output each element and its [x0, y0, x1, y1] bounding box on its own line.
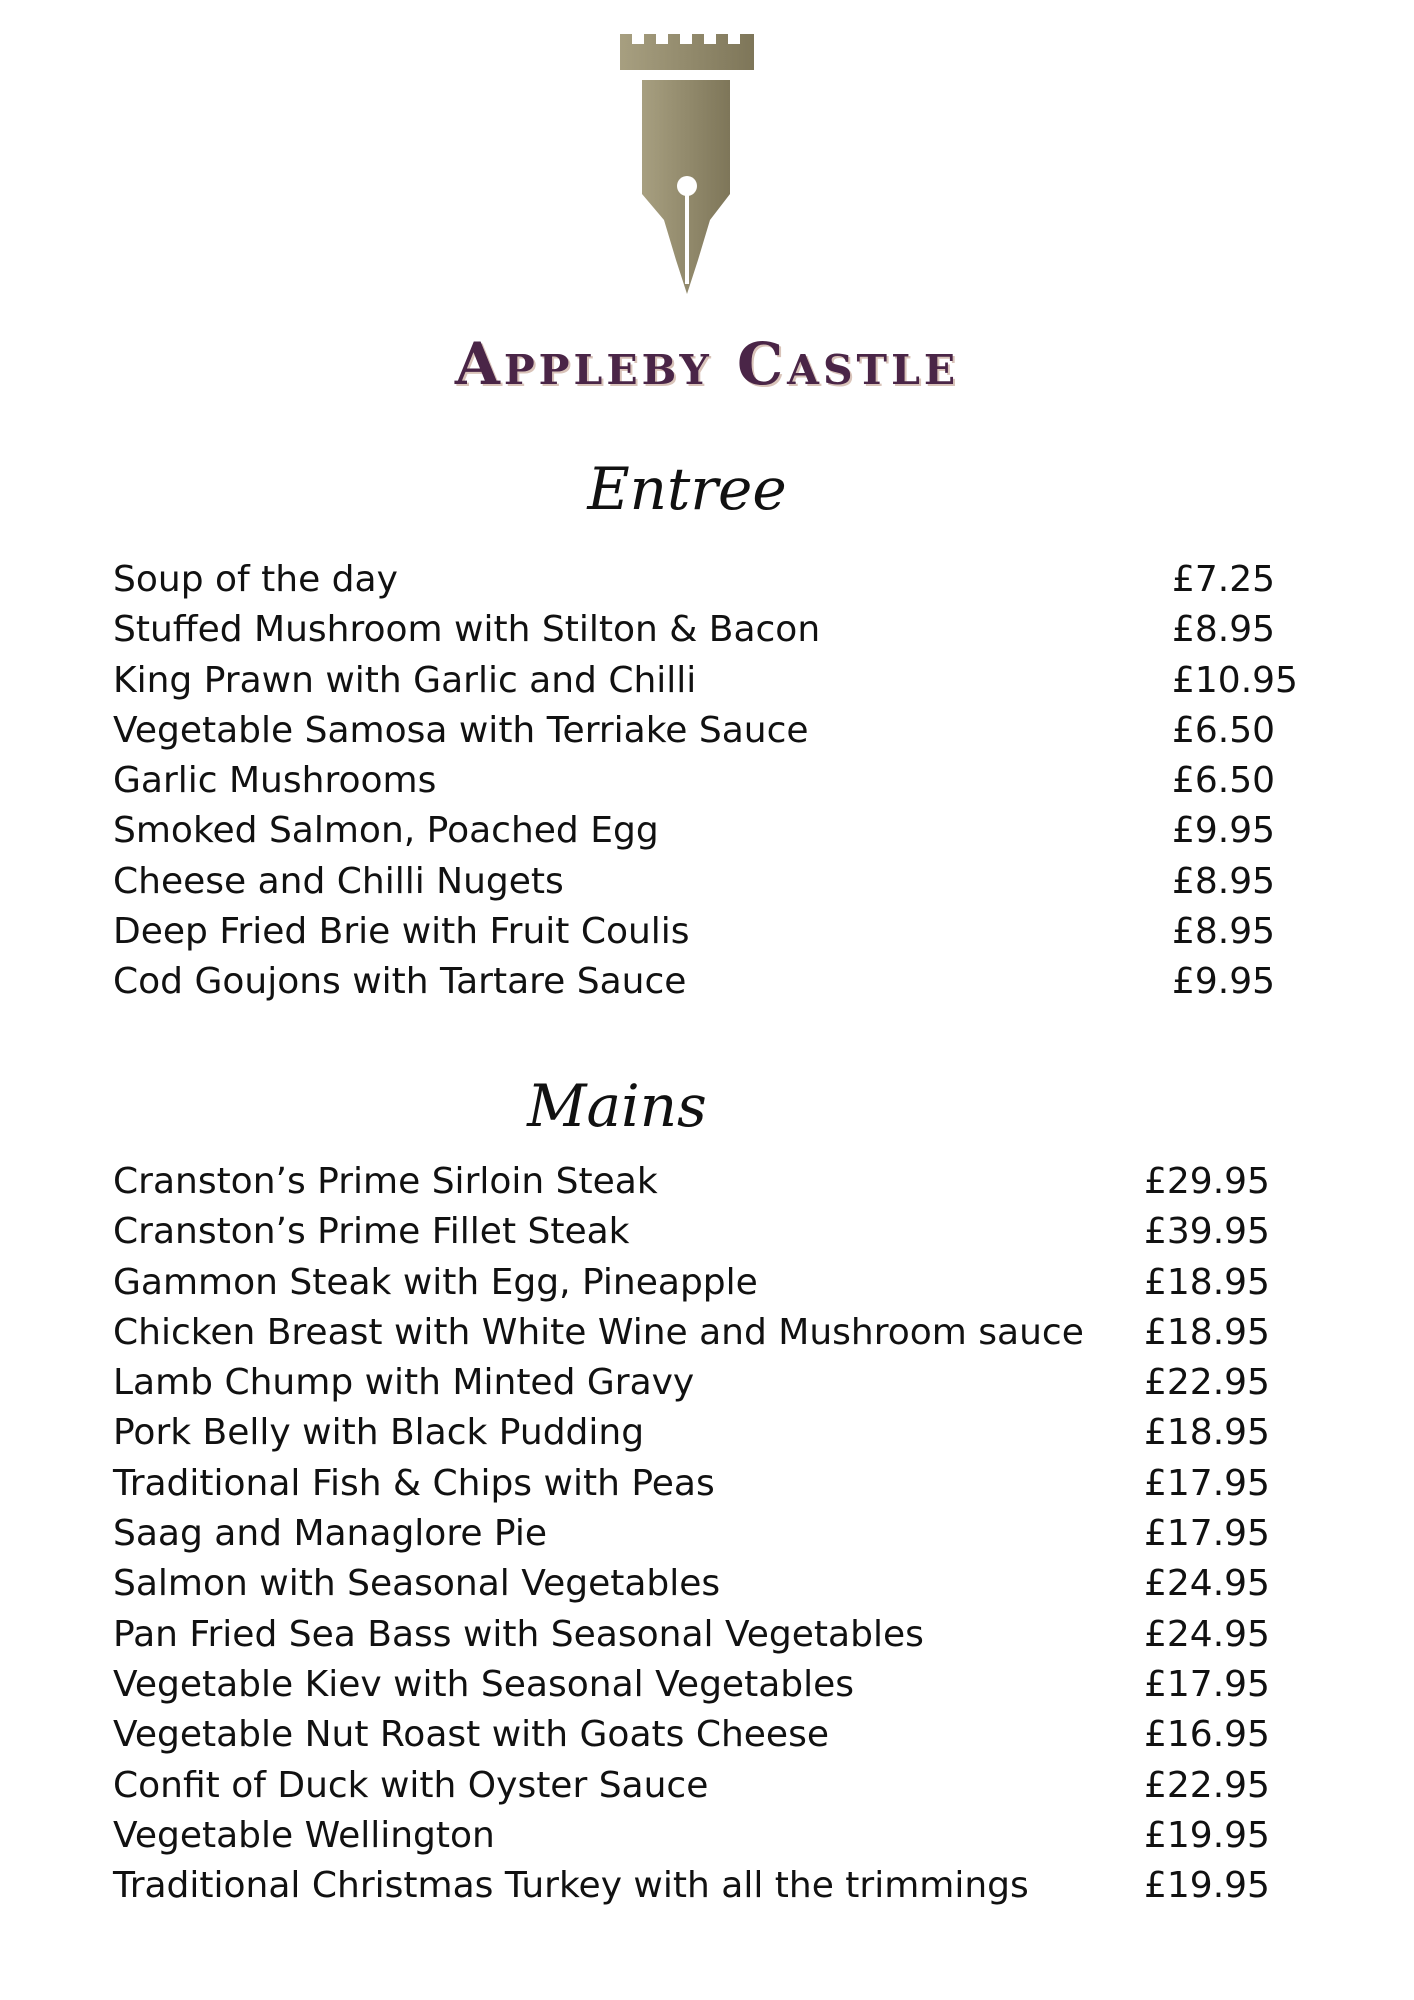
menu-item-name: Saag and Managlore Pie — [113, 1513, 547, 1555]
menu-row — [113, 1258, 1313, 1308]
menu-item-name: Confit of Duck with Oyster Sauce — [113, 1764, 709, 1806]
menu-row — [113, 1207, 1313, 1257]
menu-row — [113, 1660, 1313, 1710]
menu-item-name: Cheese and Chilli Nugets — [113, 860, 564, 902]
menu-item-price: £9.95 — [1172, 961, 1276, 1003]
menu-row — [113, 1509, 1313, 1559]
menu-item-price: £24.95 — [1144, 1563, 1270, 1605]
menu-row — [113, 756, 1313, 806]
menu-row — [113, 1559, 1313, 1609]
menu-item-price: £17.95 — [1144, 1663, 1270, 1705]
mains-section-title: Mains — [527, 1072, 707, 1140]
menu-item-price: £39.95 — [1144, 1211, 1270, 1253]
menu-item-price: £18.95 — [1144, 1311, 1270, 1353]
menu-row — [113, 1358, 1313, 1408]
menu-item-price: £24.95 — [1144, 1613, 1270, 1655]
menu-row — [113, 605, 1313, 655]
menu-item-name: Garlic Mushrooms — [113, 760, 437, 802]
menu-row — [113, 806, 1313, 856]
menu-item-name: Vegetable Kiev with Seasonal Vegetables — [113, 1663, 855, 1705]
menu-item-price: £18.95 — [1144, 1412, 1270, 1454]
menu-item-price: £10.95 — [1172, 659, 1298, 701]
menu-item-price: £16.95 — [1144, 1714, 1270, 1756]
menu-row — [113, 857, 1313, 907]
entree-menu-list — [113, 555, 1313, 1008]
menu-item-name: Traditional Christmas Turkey with all the trimmings — [113, 1865, 1029, 1907]
menu-row — [113, 706, 1313, 756]
menu-item-name: Pan Fried Sea Bass with Seasonal Vegetables — [113, 1613, 924, 1655]
menu-row — [113, 1811, 1313, 1861]
menu-row — [113, 1408, 1313, 1458]
menu-item-price: £6.50 — [1172, 709, 1276, 751]
castle-tower-pen-nib-icon — [618, 30, 764, 306]
menu-item-name: Stuffed Mushroom with Stilton & Bacon — [113, 609, 821, 651]
menu-item-price: £19.95 — [1144, 1865, 1270, 1907]
menu-row — [113, 907, 1313, 957]
menu-item-name: Soup of the day — [113, 559, 398, 600]
menu-item-name: Gammon Steak with Egg, Pineapple — [113, 1261, 758, 1303]
menu-item-price: £7.25 — [1172, 559, 1276, 600]
menu-item-price: £8.95 — [1172, 609, 1276, 651]
menu-item-name: Salmon with Seasonal Vegetables — [113, 1563, 721, 1605]
menu-item-name: Vegetable Wellington — [113, 1814, 495, 1856]
menu-item-price: £17.95 — [1144, 1513, 1270, 1555]
entree-section-title: Entree — [587, 455, 787, 523]
menu-item-price: £9.95 — [1172, 810, 1276, 852]
menu-item-name: Vegetable Nut Roast with Goats Cheese — [113, 1714, 829, 1756]
menu-row — [113, 656, 1313, 706]
menu-item-price: £29.95 — [1144, 1161, 1270, 1202]
menu-item-price: £22.95 — [1144, 1362, 1270, 1404]
menu-item-price: £17.95 — [1144, 1462, 1270, 1504]
menu-item-name: Pork Belly with Black Pudding — [113, 1412, 645, 1454]
menu-item-price: £8.95 — [1172, 911, 1276, 953]
menu-row — [113, 1710, 1313, 1760]
menu-row — [113, 1459, 1313, 1509]
menu-row — [113, 555, 1313, 605]
menu-item-name: Cod Goujons with Tartare Sauce — [113, 961, 687, 1003]
menu-item-price: £6.50 — [1172, 760, 1276, 802]
menu-row — [113, 1761, 1313, 1811]
restaurant-name-title: Appleby Castle — [454, 330, 960, 398]
menu-item-price: £22.95 — [1144, 1764, 1270, 1806]
menu-row — [113, 1308, 1313, 1358]
menu-row — [113, 957, 1313, 1007]
menu-item-name: Vegetable Samosa with Terriake Sauce — [113, 709, 809, 751]
mains-menu-list — [113, 1157, 1313, 1911]
menu-item-name: Traditional Fish & Chips with Peas — [113, 1462, 715, 1504]
menu-item-name: Smoked Salmon, Poached Egg — [113, 810, 659, 852]
menu-item-name: Cranston’s Prime Sirloin Steak — [113, 1161, 658, 1202]
menu-item-name: Cranston’s Prime Fillet Steak — [113, 1211, 630, 1253]
menu-item-name: Lamb Chump with Minted Gravy — [113, 1362, 695, 1404]
menu-row — [113, 1157, 1313, 1207]
menu-row — [113, 1861, 1313, 1911]
menu-item-price: £18.95 — [1144, 1261, 1270, 1303]
menu-item-price: £8.95 — [1172, 860, 1276, 902]
menu-item-name: Deep Fried Brie with Fruit Coulis — [113, 911, 690, 953]
menu-item-price: £19.95 — [1144, 1814, 1270, 1856]
menu-row — [113, 1610, 1313, 1660]
menu-item-name: Chicken Breast with White Wine and Mushroom sauce — [113, 1311, 1084, 1353]
menu-item-name: King Prawn with Garlic and Chilli — [113, 659, 697, 701]
